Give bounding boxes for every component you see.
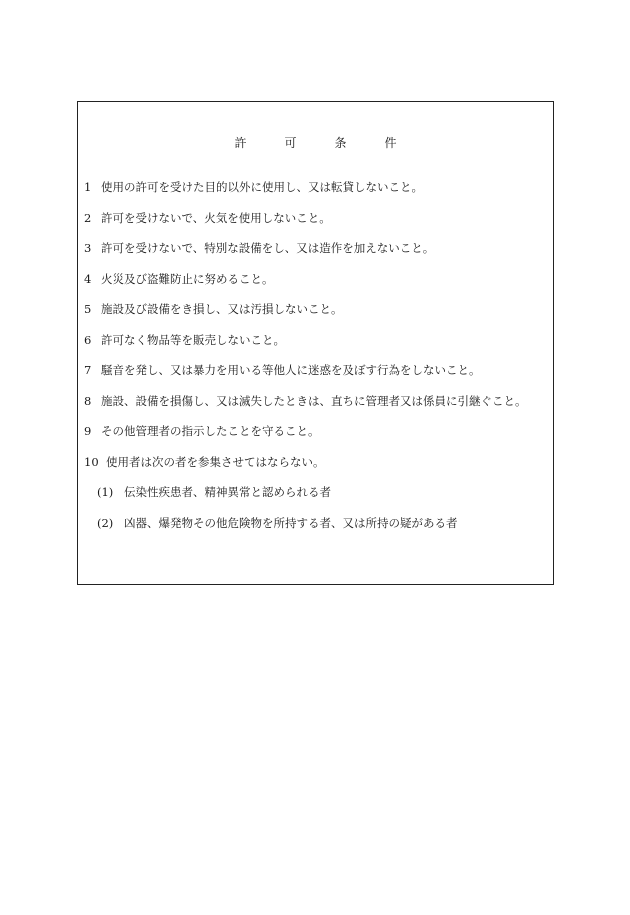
condition-text: 許可なく物品等を販売しないこと。	[101, 332, 285, 347]
permit-conditions-box	[77, 101, 554, 585]
condition-item	[84, 211, 549, 242]
condition-text: 施設、設備を損傷し、又は滅失したときは、直ちに管理者又は係員に引継ぐこと。	[101, 393, 527, 408]
condition-item	[84, 272, 549, 303]
title-char: 条	[334, 136, 347, 150]
condition-text: 許可を受けないで、特別な設備をし、又は造作を加えないこと。	[101, 241, 435, 255]
condition-number: 7	[84, 363, 92, 377]
condition-number: 5	[84, 302, 92, 316]
condition-item	[84, 302, 549, 333]
condition-text: 使用の許可を受けた目的以外に使用し、又は転貸しないこと。	[101, 180, 423, 194]
condition-item	[84, 455, 549, 486]
condition-number: 9	[84, 424, 92, 438]
title-char: 許	[234, 136, 247, 150]
condition-item	[84, 333, 549, 364]
sub-condition-text: 伝染性疾患者、精神異常と認められる者	[124, 485, 331, 499]
condition-number: 1	[84, 180, 92, 194]
condition-text: 火災及び盗難防止に努めること。	[101, 271, 274, 286]
condition-number: 10	[84, 454, 99, 469]
condition-number: 6	[84, 332, 92, 347]
condition-number: 8	[84, 393, 92, 408]
condition-item	[84, 424, 549, 455]
sub-condition-number: (1)	[97, 485, 114, 499]
condition-number: 2	[84, 210, 92, 225]
condition-text: 使用者は次の者を参集させてはならない。	[106, 454, 325, 469]
title-char: 件	[384, 136, 397, 150]
condition-number: 3	[84, 241, 92, 255]
condition-item	[84, 180, 549, 211]
document-title	[78, 134, 553, 151]
condition-item	[84, 241, 549, 272]
sub-condition-number: (2)	[97, 515, 114, 530]
condition-item	[84, 363, 549, 394]
sub-condition-item	[84, 485, 549, 516]
condition-text: その他管理者の指示したことを守ること。	[101, 424, 320, 438]
conditions-list	[84, 180, 549, 546]
condition-text: 騒音を発し、又は暴力を用いる等他人に迷惑を及ぼす行為をしないこと。	[101, 363, 481, 377]
title-char: 可	[284, 136, 297, 150]
condition-text: 施設及び設備をき損し、又は汚損しないこと。	[101, 302, 343, 316]
condition-number: 4	[84, 271, 92, 286]
sub-condition-text: 凶器、爆発物その他危険物を所持する者、又は所持の疑がある者	[124, 515, 458, 530]
sub-condition-item	[84, 516, 549, 547]
condition-text: 許可を受けないで、火気を使用しないこと。	[101, 210, 331, 225]
condition-item	[84, 394, 549, 425]
